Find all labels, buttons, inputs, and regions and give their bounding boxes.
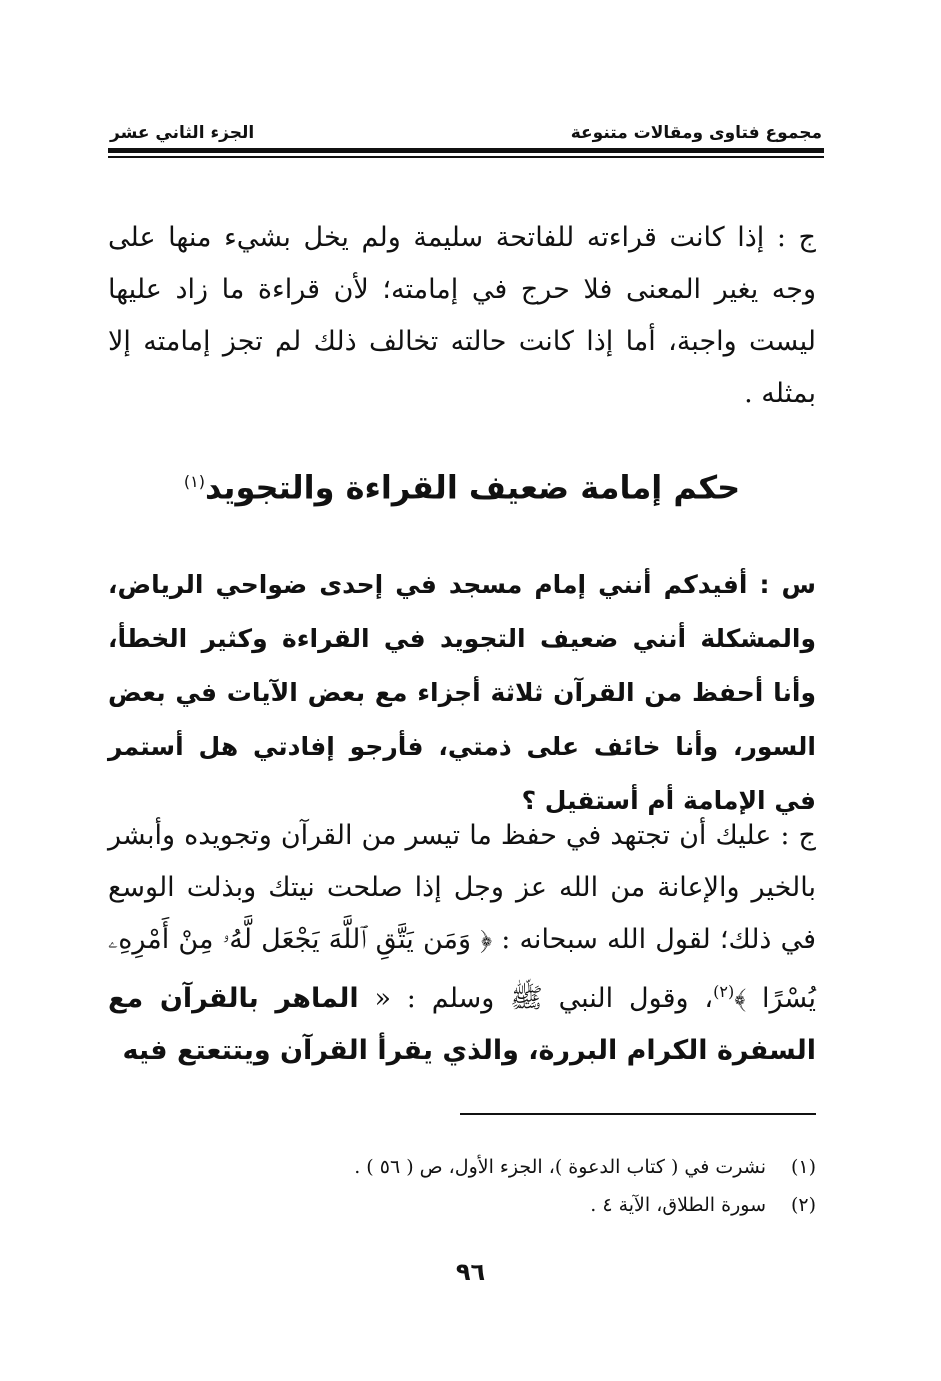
previous-answer-text: ج : إذا كانت قراءته للفاتحة سليمة ولم يخل بشيء منها على وجه يغير المعنى فلا حرج في إمامته؛ لأن قراءة ما زاد عليها ليست واجبة، أما إذا كانت حالته تخالف ذلك لم تجز إمامته إلا بمثله . [108,222,816,409]
question-text: س : أفيدكم أنني إمام مسجد في إحدى ضواحي الرياض، والمشكلة أنني ضعيف التجويد في القراءة وكثير الخطأ، وأنا أحفظ من القرآن ثلاثة أجزاء مع بعض الآيات في بعض السور، وأنا خائف على ذمتي، فأرجو إفادتي هل أستمر في الإمامة أم أستقيل ؟ [108,570,816,815]
book-title: مجموع فتاوى ومقالات متنوعة [570,123,822,143]
footnote-ref-1[interactable]: (١) [183,472,205,491]
header-rule-thin [108,156,824,158]
question-paragraph [108,558,816,828]
answer-text-part1: ج : عليك أن تجتهد في حفظ ما تيسر من القرآن وتجويده وأبشر بالخير والإعانة من الله عز وجل إذا صلحت نيتك وبذلت الوسع في ذلك؛ لقول الله سبحانه : ﴿ وَمَن يَتَّقِ ٱللَّهَ يَجْعَل لَّهُۥ مِنْ أَمْرِهِۦ يُسْرًا ﴾ [108,820,816,1014]
answer-text-part2: ، وقول النبي ﷺ وسلم : « [358,983,714,1014]
footnotes [200,1148,816,1224]
section-title [108,452,816,518]
header-rule-thick [108,148,824,153]
previous-answer-paragraph [108,212,816,420]
hadith-quote: الماهر بالقرآن مع السفرة الكرام البررة، والذي يقرأ القرآن ويتتعتع فيه [108,983,816,1066]
footnote-ref-2[interactable]: (٢) [713,982,735,1001]
answer-paragraph [108,810,816,1077]
footnote-number: (١) [790,1156,816,1178]
footnote-text: نشرت في ( كتاب الدعوة )، الجزء الأول، ص ( ٥٦ ) . [354,1156,766,1178]
running-header [110,113,822,143]
footnote-text: سورة الطلاق، الآية ٤ . [590,1194,766,1216]
section-title-text: حكم إمامة ضعيف القراءة والتجويد [204,468,741,507]
footnote-number: (٢) [790,1194,816,1216]
footnote-item [200,1186,816,1224]
footnote-item [200,1148,816,1186]
page-number: ٩٦ [455,1258,486,1286]
footnote-separator [460,1113,816,1115]
volume-label: الجزء الثاني عشر [110,123,255,143]
